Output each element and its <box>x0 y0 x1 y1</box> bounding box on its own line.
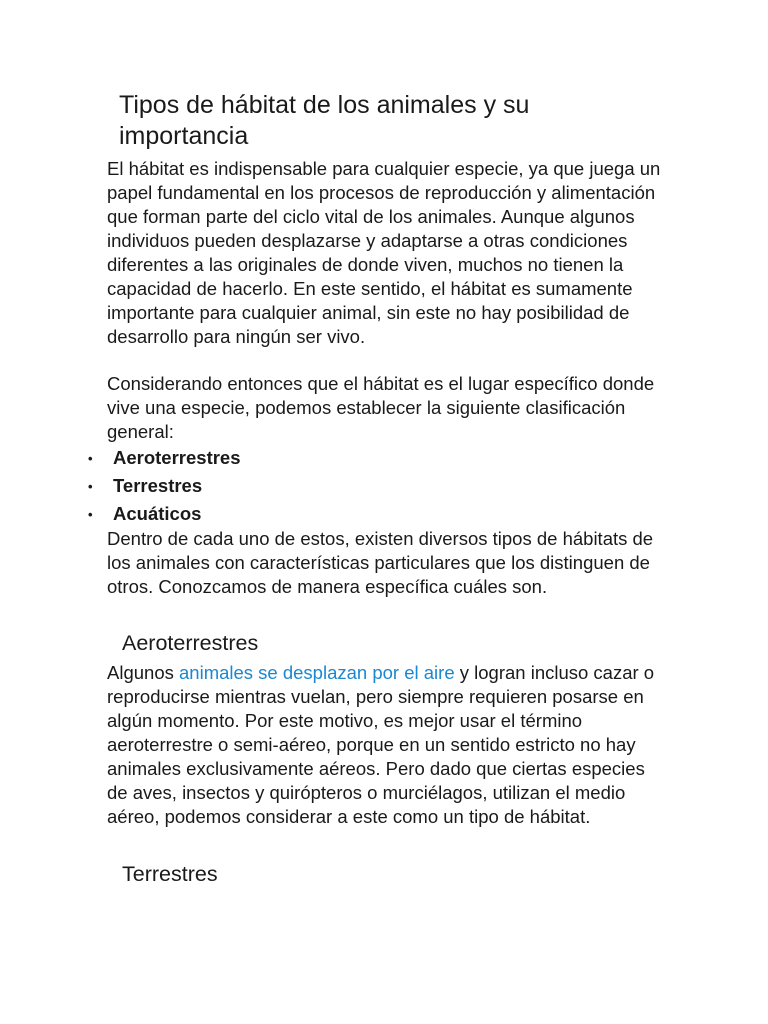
bullet-icon: • <box>88 507 93 522</box>
paragraph-text: y logran incluso cazar o reproducirse mientras vuelan, pero siempre requieren posarse en algún momento. Por este motivo, es mejor usar el término aeroterrestre o semi-aéreo, porque en un sentido estricto no hay animales exclusivamente aéreos. Pero dado que ciertas especies de aves, insectos y quirópteros o murciélagos, utilizan el medio aéreo, podemos considerar a este como un tipo de hábitat. <box>107 662 655 827</box>
intro-paragraph: El hábitat es indispensable para cualquier especie, ya que juega un papel fundamental en los procesos de reproducción y alimentación que forman parte del ciclo vital de los animales. Aunque algunos individuos pueden desplazarse y adaptarse a otras condiciones diferentes a las originales de donde viven, muchos no tienen la capacidad de hacerlo. En este sentido, el hábitat es sumamente importante para cualquier animal, sin este no hay posibilidad de desarrollo para ningún ser vivo. <box>107 158 661 347</box>
types-intro-paragraph: Dentro de cada uno de estos, existen diversos tipos de hábitats de los animales con características particulares que los distinguen de otros. Conozcamos de manera específica cuáles son. <box>107 528 654 597</box>
aeroterrestres-paragraph <box>107 661 667 829</box>
section-heading-aeroterrestres: Aeroterrestres <box>122 631 259 655</box>
list-item-label: Aeroterrestres <box>113 447 241 468</box>
classification-paragraph: Considerando entonces que el hábitat es el lugar específico donde vive una especie, podemos establecer la siguiente clasificación general: <box>107 373 655 442</box>
bullet-icon: • <box>88 479 93 494</box>
animales-aire-link[interactable]: animales se desplazan por el aire <box>179 662 455 683</box>
paragraph-text: Algunos <box>107 662 179 683</box>
bullet-icon: • <box>88 451 93 466</box>
section-heading-terrestres: Terrestres <box>122 862 218 886</box>
list-item-label: Acuáticos <box>113 503 202 524</box>
list-item-label: Terrestres <box>113 475 203 496</box>
page-title: Tipos de hábitat de los animales y su importancia <box>119 91 530 150</box>
